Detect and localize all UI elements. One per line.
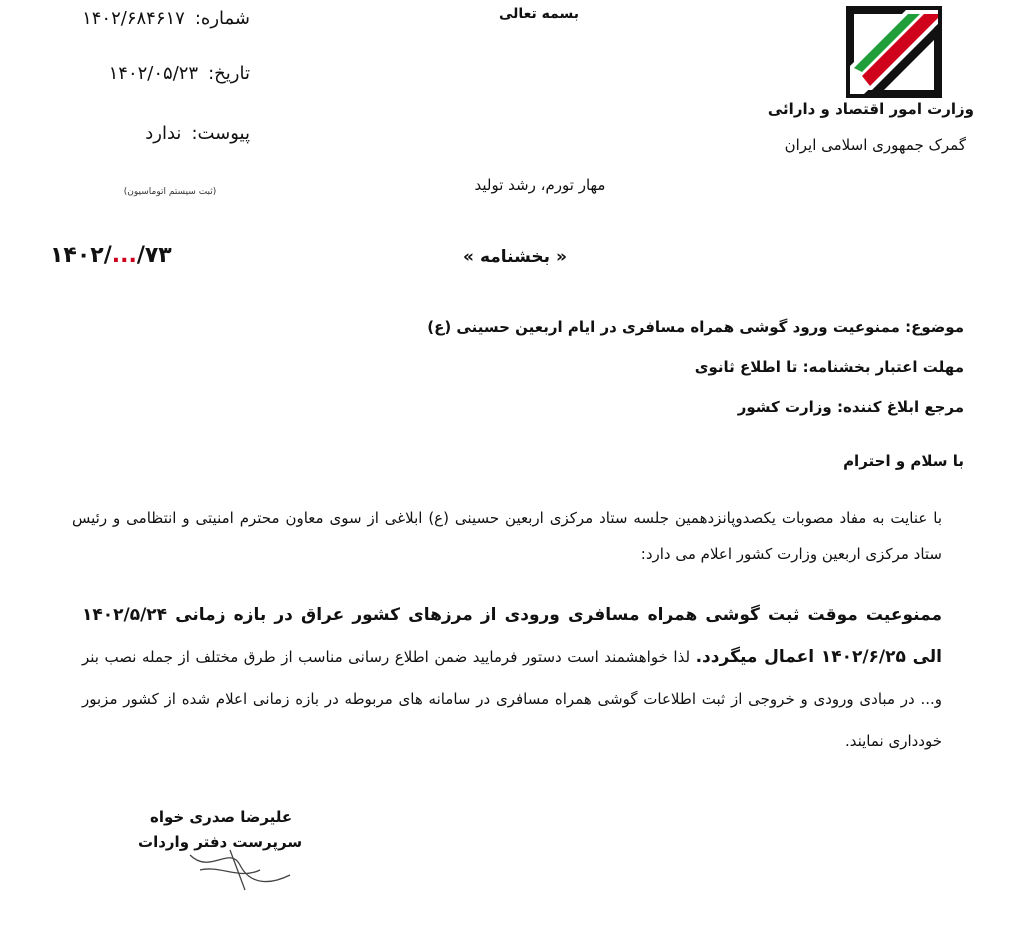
automation-note: (ثبت سیستم اتوماسیون) bbox=[123, 187, 217, 197]
number-label: شماره: bbox=[194, 8, 250, 29]
signatory-title: سرپرست دفتر واردات bbox=[138, 833, 303, 851]
subject-line: موضوع: ممنوعیت ورود گوشی همراه مسافری در ایام اربعین حسینی (ع) bbox=[427, 318, 964, 336]
attachment-value: ندارد bbox=[145, 123, 182, 144]
greeting-line: با سلام و احترام bbox=[843, 452, 964, 470]
org-line-customs: گمرک جمهوری اسلامی ایران bbox=[784, 136, 966, 154]
customs-logo-icon bbox=[846, 6, 942, 98]
reference-line: مرجع ابلاغ کننده: وزارت کشور bbox=[737, 398, 964, 416]
number-value: ۱۴۰۲/۶۸۴۶۱۷ bbox=[82, 8, 185, 29]
circular-number-dots: ... bbox=[111, 243, 137, 268]
circular-number bbox=[50, 243, 172, 268]
date-label: تاریخ: bbox=[208, 63, 250, 84]
basmala: بسمه تعالی bbox=[498, 6, 580, 22]
attachment-label: پیوست: bbox=[191, 123, 250, 144]
org-line-ministry: وزارت امور اقتصاد و دارائی bbox=[767, 100, 974, 118]
paragraph-2-rest: لذا خواهشمند است دستور فرمایید ضمن اطلاع رسانی مناسب از طرق مختلف از جمله نصب بنر و... در مبادی ورودی و خروجی از ثبت اطلاعات گوشی همراه مسافری در سامانه های مربوطه در بازه زمانی اعلام شده از کشور مزبور خودداری نمایند. bbox=[82, 648, 942, 750]
paragraph-2 bbox=[82, 594, 942, 762]
meta-number bbox=[40, 8, 250, 29]
meta-date bbox=[55, 63, 250, 84]
validity-line: مهلت اعتبار بخشنامه: تا اطلاع ثانوی bbox=[694, 358, 964, 376]
circular-number-prefix: ۱۴۰۲/ bbox=[50, 243, 112, 268]
circular-title: « بخشنامه » bbox=[463, 247, 567, 267]
signatory-name: علیرضا صدری خواه bbox=[150, 808, 293, 826]
date-value: ۱۴۰۲/۰۵/۲۳ bbox=[108, 63, 199, 84]
paragraph-2-bold: ممنوعیت موقت ثبت گوشی همراه مسافری ورودی از مرزهای کشور عراق در بازه زمانی ۱۴۰۲/۵/۲۴ الی ۱۴۰۲/۶/۲۵ اعمال میگردد. bbox=[82, 605, 943, 667]
meta-attachment bbox=[100, 123, 250, 144]
slogan: مهار تورم، رشد تولید bbox=[474, 176, 606, 194]
signature-scribble-icon bbox=[170, 835, 310, 895]
circular-number-suffix: /۷۳ bbox=[136, 243, 172, 268]
paragraph-1: با عنایت به مفاد مصوبات یکصدوپانزدهمین جلسه ستاد مرکزی اربعین حسینی (ع) ابلاغی از سوی معاون محترم امنیتی و انتظامی و رئیس ستاد مرکزی اربعین وزارت کشور اعلام می دارد: bbox=[72, 509, 942, 563]
